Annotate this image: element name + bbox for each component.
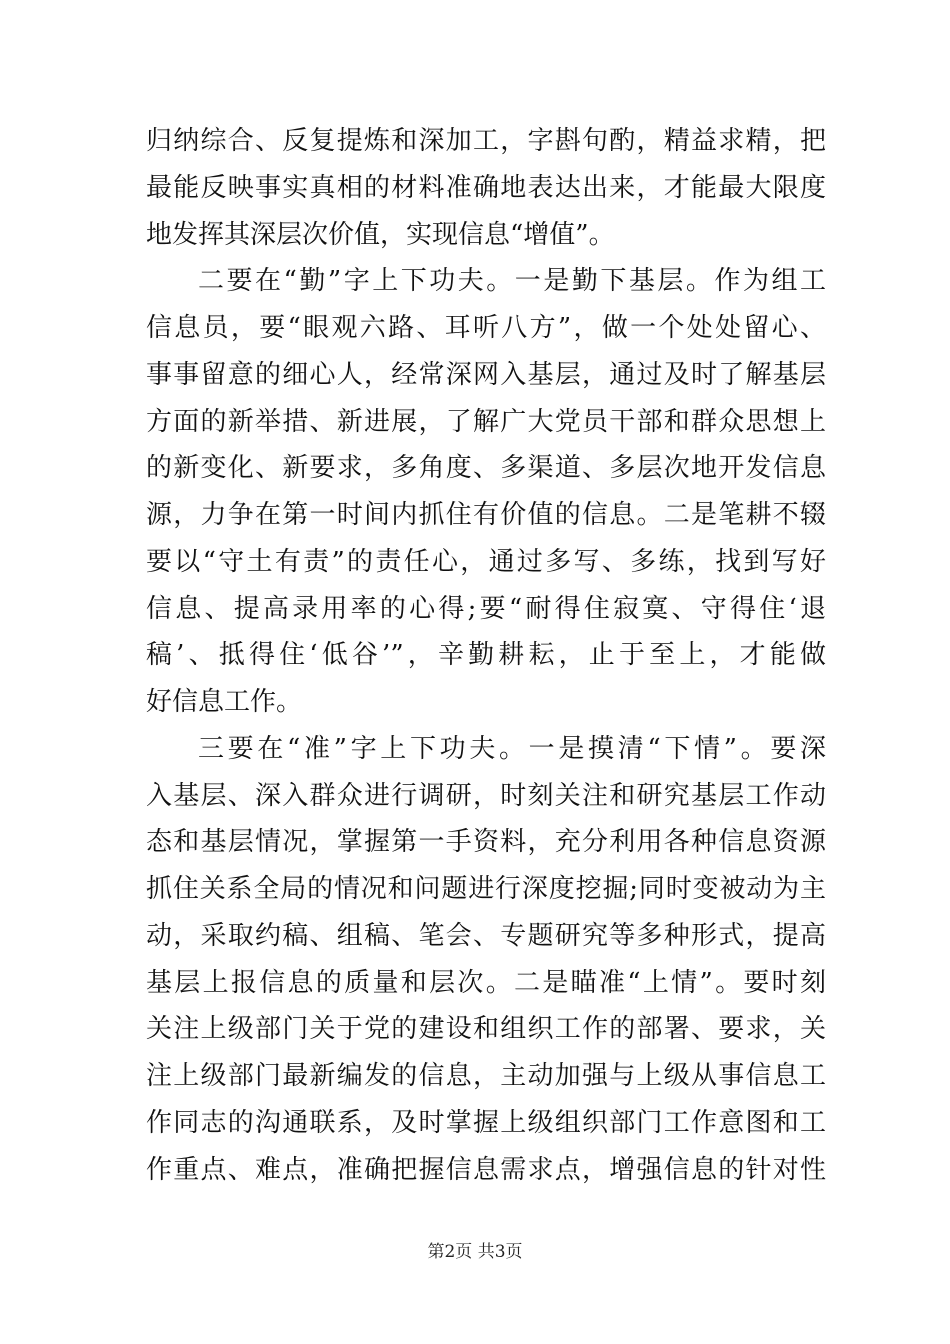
text-line: 二要在“勤”字上下功夫。一是勤下基层。作为组工 (198, 266, 826, 296)
text-line: 方面的新举措、新进展，了解广大党员干部和群众思想上 (146, 407, 826, 437)
text-line: 的新变化、新要求，多角度、多渠道、多层次地开发信息 (146, 453, 826, 483)
text-line: 作重点、难点，准确把握信息需求点，增强信息的针对性 (146, 1155, 826, 1185)
text-line: 最能反映事实真相的材料准确地表达出来，才能最大限度 (146, 173, 826, 203)
text-line: 注上级部门最新编发的信息，主动加强与上级从事信息工 (146, 1061, 826, 1091)
text-line: 基层上报信息的质量和层次。二是瞄准“上情”。要时刻 (146, 968, 826, 998)
text-line: 信息员，要“眼观六路、耳听八方”，做一个处处留心、 (146, 313, 826, 343)
text-line: 好信息工作。 (146, 687, 303, 717)
text-line: 三要在“准”字上下功夫。一是摸清“下情”。要深 (198, 734, 826, 764)
text-line: 抓住关系全局的情况和问题进行深度挖掘;同时变被动为主 (146, 874, 826, 904)
text-line: 关注上级部门关于党的建设和组织工作的部署、要求，关 (146, 1014, 826, 1044)
text-line: 地发挥其深层次价值，实现信息“增值”。 (146, 220, 615, 250)
text-line: 稿’、抵得住‘低谷’”，辛勤耕耘，止于至上，才能做 (146, 640, 826, 670)
text-line: 源，力争在第一时间内抓住有价值的信息。二是笔耕不辍 (146, 500, 826, 530)
text-line: 信息、提高录用率的心得;要“耐得住寂寞、守得住‘退 (146, 594, 826, 624)
text-line: 作同志的沟通联系，及时掌握上级组织部门工作意图和工 (146, 1108, 826, 1138)
text-line: 要以“守土有责”的责任心，通过多写、多练，找到写好 (146, 547, 826, 577)
page-number: 第2页 共3页 (427, 1242, 523, 1262)
text-line: 动，采取约稿、组稿、笔会、专题研究等多种形式，提高 (146, 921, 826, 951)
text-line: 归纳综合、反复提炼和深加工，字斟句酌，精益求精，把 (146, 126, 826, 156)
text-line: 态和基层情况，掌握第一手资料，充分利用各种信息资源 (146, 827, 826, 857)
text-line: 入基层、深入群众进行调研，时刻关注和研究基层工作动 (146, 781, 826, 811)
text-line: 事事留意的细心人，经常深网入基层，通过及时了解基层 (146, 360, 826, 390)
